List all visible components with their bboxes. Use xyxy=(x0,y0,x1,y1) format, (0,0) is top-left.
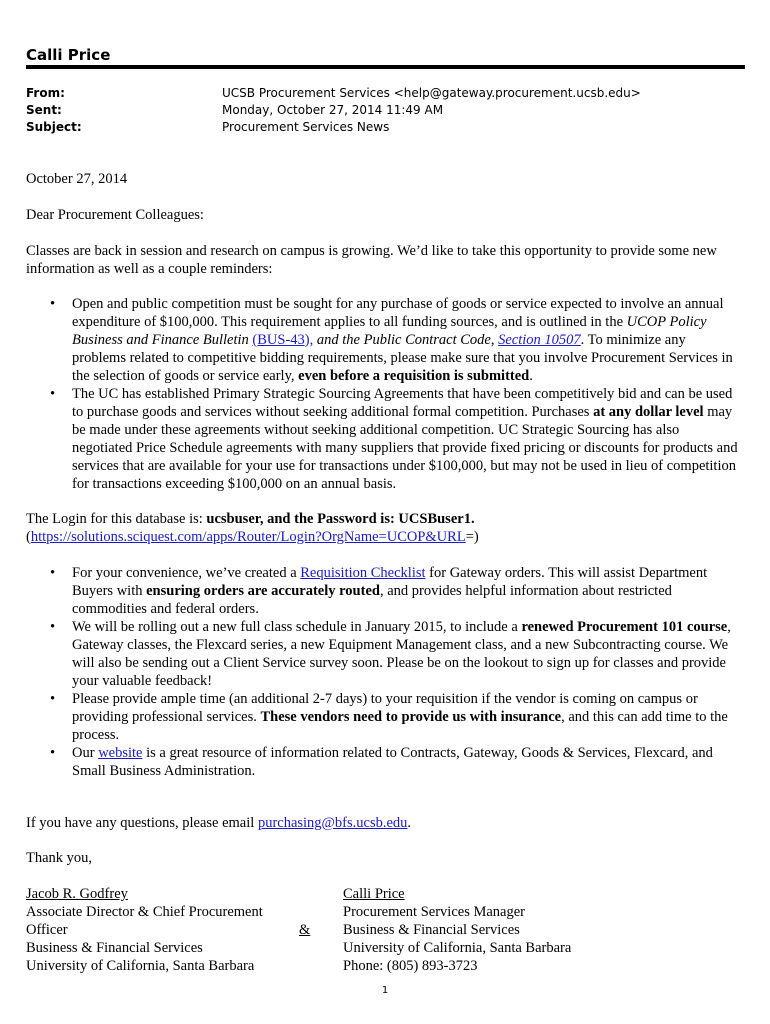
signature-ampersand: & xyxy=(299,922,311,938)
list-item xyxy=(26,744,742,780)
purchasing-email-link[interactable]: purchasing@bfs.ucsb.edu xyxy=(257,815,408,831)
text-segment: The UC has established Primary Strategic Sourcing Agreements that have been competitively bid and can be used to purchase goods and services without seeking additional formal competition. Purchases xyxy=(72,386,733,420)
list-item xyxy=(26,295,742,385)
text-segment: These vendors need to provide us with insurance xyxy=(260,709,562,725)
signer-title-right: Procurement Services Manager xyxy=(343,904,525,920)
section-10507-link[interactable] xyxy=(498,332,581,348)
text-segment: Please provide ample time (an additional 2-7 days) to your requisition if the vendor is coming on campus or providing professional services. xyxy=(72,691,698,725)
signer-org-right: University of California, Santa Barbara xyxy=(343,940,572,956)
bus-43-link[interactable]: (BUS-43), xyxy=(252,332,314,348)
text-segment: ( xyxy=(26,529,31,545)
signer-title-left-cont: Officer xyxy=(26,922,68,938)
from-value: UCSB Procurement Services <help@gateway.procurement.ucsb.edu> xyxy=(222,86,641,100)
requisition-checklist-link[interactable]: Requisition Checklist xyxy=(300,565,426,581)
salutation: Dear Procurement Colleagues: xyxy=(26,207,204,223)
text-segment: The Login for this database is: xyxy=(26,511,207,527)
email-owner-name: Calli Price xyxy=(26,46,111,64)
text-segment: , and provides helpful information about restricted commodities and federal orders. xyxy=(72,583,672,617)
subject-label: Subject: xyxy=(26,120,82,134)
questions-paragraph xyxy=(26,814,742,832)
bullet-icon: • xyxy=(50,619,56,635)
policy-title: UCOP Policy Business and Finance Bulletin xyxy=(72,314,707,348)
sent-value: Monday, October 27, 2014 11:49 AM xyxy=(222,103,444,117)
text-segment: and the Public Contract Code, xyxy=(313,332,499,348)
bullet-icon: • xyxy=(50,565,56,581)
signature-left xyxy=(26,885,326,975)
text-segment: . xyxy=(529,368,533,384)
signer-title-left: Associate Director & Chief Procurement xyxy=(26,904,263,920)
text-segment: . To minimize any problems related to competitive bidding requirements, please make sure that you involve Procurement Services in the selection of goods or service early, xyxy=(72,332,733,384)
signer-name-right: Calli Price xyxy=(343,886,405,902)
bullet-icon: • xyxy=(50,296,56,312)
bullet-icon: • xyxy=(50,691,56,707)
text-segment: may be made under these agreements without seeking additional competition. UC Strategic Sourcing has also negotiated Price Schedule agreements with many suppliers that provide fixed pricing or discounts for products and services that are available for your use for transactions under $100,000, but may not be used in lieu of competition for transactions exceeding $100,000 on an annual basis. xyxy=(72,404,738,492)
list-item xyxy=(26,618,742,690)
text-segment: even before a requisition is submitted xyxy=(298,368,530,384)
text-segment: =) xyxy=(465,529,479,545)
text-segment: , Gateway classes, the Flexcard series, a new Equipment Management class, and a new Subcontracting course. We will also be sending out a Client Service survey soon. Please be on the lookout to sign up for classes and provide your valuable feedback! xyxy=(72,619,731,689)
login-paragraph xyxy=(26,510,742,546)
list-item xyxy=(26,690,742,744)
text-segment: at any dollar level xyxy=(593,404,704,420)
signer-dept-left: Business & Financial Services xyxy=(26,940,203,956)
text-segment: for Gateway orders. This will assist Department Buyers with xyxy=(72,565,708,599)
signer-name-left: Jacob R. Godfrey xyxy=(26,886,128,902)
intro-paragraph: Classes are back in session and research on campus is growing. We’d like to take this opportunity to provide some new information as well as a couple reminders: xyxy=(26,243,717,277)
page-number: 1 xyxy=(381,985,389,996)
signer-org-left: University of California, Santa Barbara xyxy=(26,958,255,974)
closing: Thank you, xyxy=(26,850,93,866)
text-segment: ensuring orders are accurately routed xyxy=(146,583,380,599)
text-segment: Section 10507 xyxy=(498,332,581,348)
text-segment: If you have any questions, please email xyxy=(26,815,258,831)
list-item xyxy=(26,385,742,493)
subject-value: Procurement Services News xyxy=(222,120,390,134)
bullet-list-1 xyxy=(26,295,742,493)
text-segment: For your convenience, we’ve created a xyxy=(72,565,301,581)
signer-dept-right: Business & Financial Services xyxy=(343,922,520,938)
text-segment: . xyxy=(407,815,412,831)
sent-label: Sent: xyxy=(26,103,62,117)
from-label: From: xyxy=(26,86,65,100)
text-segment: is a great resource of information related to Contracts, Gateway, Goods & Services, Flexcard, and Small Business Administration. xyxy=(72,745,713,779)
signer-phone-right: Phone: (805) 893-3723 xyxy=(343,958,478,974)
signature-right xyxy=(343,885,723,975)
bullet-list-2 xyxy=(26,564,742,780)
text-segment: We will be rolling out a new full class schedule in January 2015, to include a xyxy=(72,619,522,635)
header-divider xyxy=(26,65,745,69)
sciquest-login-link[interactable]: https://solutions.sciquest.com/apps/Router/Login?OrgName=UCOP&URL xyxy=(30,529,466,545)
text-segment: , and this can add time to the process. xyxy=(72,709,728,743)
list-item xyxy=(26,564,742,618)
bullet-icon: • xyxy=(50,386,56,402)
website-link[interactable]: website xyxy=(98,745,143,761)
text-segment: renewed Procurement 101 course xyxy=(521,619,728,635)
text-segment: ucsbuser, and the Password is: UCSBuser1. xyxy=(206,511,475,527)
text-segment: Our xyxy=(72,745,99,761)
text-segment: Open and public competition must be sought for any purchase of goods or service expected to involve an annual expenditure of $100,000. This requirement applies to all funding sources, and is outlined in the xyxy=(72,296,724,330)
letter-date: October 27, 2014 xyxy=(26,171,128,187)
bullet-icon: • xyxy=(50,745,56,761)
